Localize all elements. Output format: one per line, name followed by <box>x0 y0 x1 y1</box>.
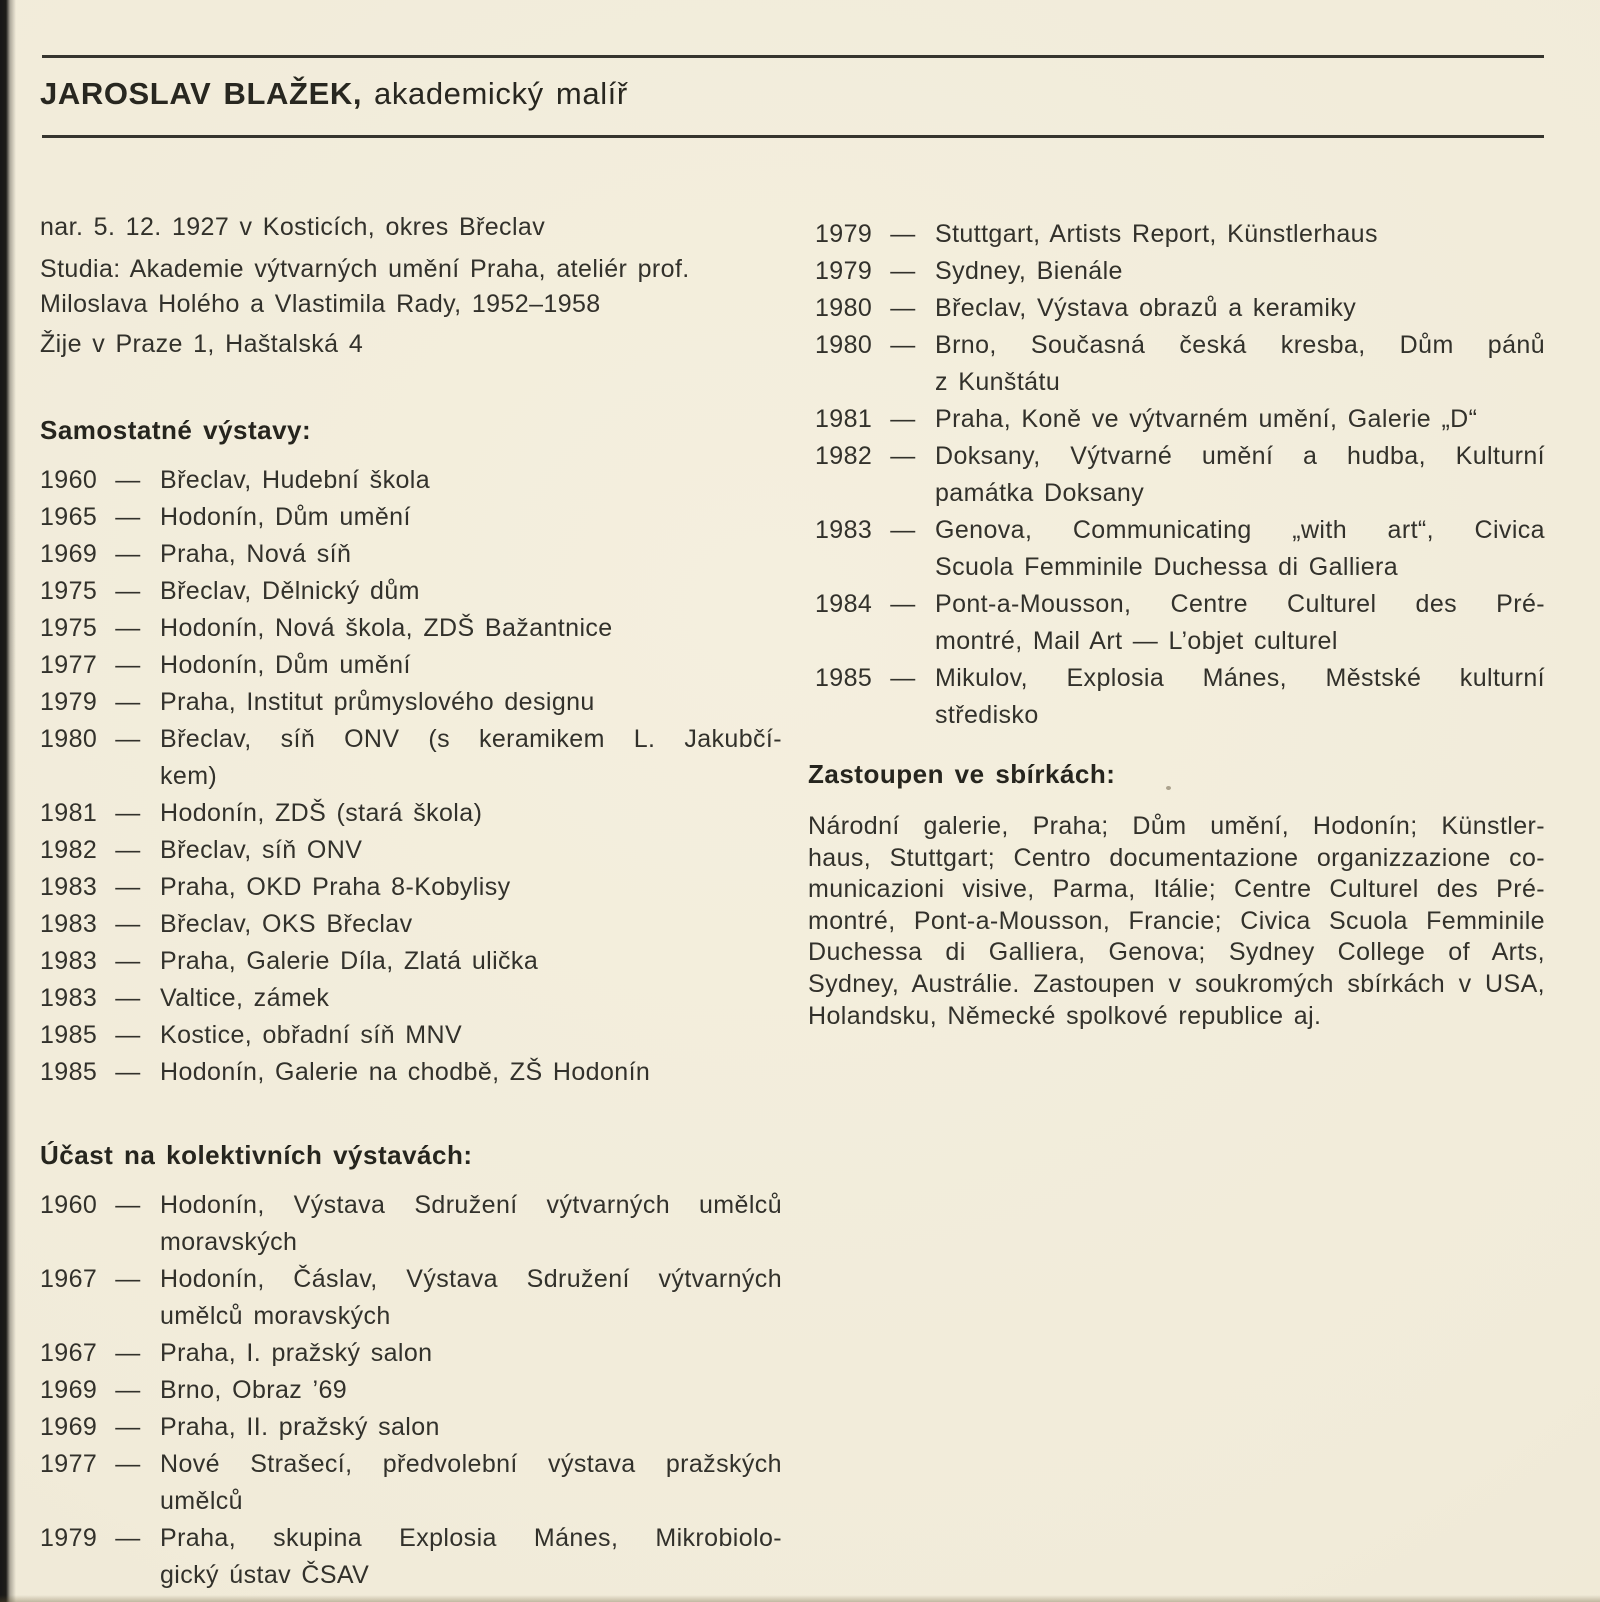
entry-text <box>160 610 782 647</box>
entry-line: Doksany, Výtvarné umění a hudba, Kulturní <box>935 442 1545 470</box>
header-rule <box>42 135 1544 138</box>
entry-year: 1960 <box>40 1191 98 1219</box>
entry-line: Praha, Galerie Díla, Zlatá ulička <box>160 947 539 975</box>
dash-separator: — <box>890 405 916 433</box>
entry-line: umělců <box>160 1487 243 1515</box>
entry-year: 1980 <box>40 725 98 753</box>
dash-separator: — <box>115 466 141 494</box>
entry-year: 1980 <box>815 331 873 359</box>
exhibition-entry <box>40 1409 782 1446</box>
entry-year: 1969 <box>40 1376 98 1404</box>
text-line: Duchessa di Galliera, Genova; Sydney College of Arts, <box>808 938 1545 967</box>
entry-line: středisko <box>935 701 1039 729</box>
exhibition-entry <box>815 586 1545 660</box>
entry-line: Břeclav, síň ONV <box>160 836 363 864</box>
dash-separator: — <box>115 688 141 716</box>
entry-year: 1967 <box>40 1339 98 1367</box>
dash-separator: — <box>115 1450 141 1478</box>
text-line: Sydney, Austrálie. Zastoupen v soukromých sbírkách v USA, <box>808 969 1545 998</box>
exhibition-entry <box>815 401 1545 438</box>
group-exhibitions-heading: Účast na kolektivních výstavách: <box>40 1140 473 1170</box>
entry-text <box>935 290 1545 327</box>
dash-separator: — <box>890 516 916 544</box>
entry-year: 1969 <box>40 540 98 568</box>
dash-separator: — <box>115 1021 141 1049</box>
entry-line: kem) <box>160 762 218 790</box>
entry-text <box>160 1520 782 1594</box>
entry-text <box>160 647 782 684</box>
entry-line: Mikulov, Explosia Mánes, Městské kulturní <box>935 664 1545 692</box>
top-rule <box>42 55 1544 58</box>
dash-separator: — <box>115 910 141 938</box>
dash-separator: — <box>115 1058 141 1086</box>
entry-line: Hodonín, Nová škola, ZDŠ Bažantnice <box>160 614 613 642</box>
entry-year: 1965 <box>40 503 98 531</box>
exhibition-entry <box>815 290 1545 327</box>
exhibition-entry <box>40 1261 782 1335</box>
entry-line: Genova, Communicating „with art“, Civica <box>935 516 1545 544</box>
dash-separator: — <box>115 540 141 568</box>
entry-text <box>160 1372 782 1409</box>
dash-separator: — <box>115 947 141 975</box>
exhibition-entry <box>40 906 782 943</box>
exhibition-entry <box>40 1017 782 1054</box>
dash-separator: — <box>115 1524 141 1552</box>
scan-edge-shadow <box>0 0 16 1602</box>
group-exhibitions-continued-list <box>815 216 1545 734</box>
entry-line: umělců moravských <box>160 1302 391 1330</box>
entry-year: 1982 <box>815 442 873 470</box>
exhibition-entry <box>40 573 782 610</box>
entry-line: Praha, OKD Praha 8-Kobylisy <box>160 873 511 901</box>
exhibition-entry <box>40 795 782 832</box>
entry-year: 1977 <box>40 1450 98 1478</box>
solo-exhibitions-list <box>40 462 782 1091</box>
entry-text <box>935 327 1545 401</box>
entry-line: Stuttgart, Artists Report, Künstlerhaus <box>935 220 1378 248</box>
exhibition-entry <box>815 438 1545 512</box>
entry-line: Kostice, obřadní síň MNV <box>160 1021 463 1049</box>
bio-section <box>40 209 785 363</box>
entry-line: gický ústav ČSAV <box>160 1561 370 1589</box>
entry-year: 1967 <box>40 1265 98 1293</box>
entry-line: Hodonín, Čáslav, Výstava Sdružení výtvarných <box>160 1265 782 1293</box>
bio-residence: Žije v Praze 1, Haštalská 4 <box>40 330 364 358</box>
entry-year: 1969 <box>40 1413 98 1441</box>
entry-year: 1977 <box>40 651 98 679</box>
dash-separator: — <box>115 577 141 605</box>
collections-heading: Zastoupen ve sbírkách: <box>808 759 1116 789</box>
entry-year: 1985 <box>40 1058 98 1086</box>
paper-speck <box>1166 786 1171 790</box>
collections-paragraph <box>808 811 1545 1032</box>
entry-text <box>160 1446 782 1520</box>
entry-year: 1960 <box>40 466 98 494</box>
dash-separator: — <box>115 651 141 679</box>
entry-year: 1983 <box>815 516 873 544</box>
exhibition-entry <box>40 980 782 1017</box>
entry-text <box>935 586 1545 660</box>
dash-separator: — <box>115 836 141 864</box>
entry-year: 1983 <box>40 873 98 901</box>
entry-year: 1975 <box>40 577 98 605</box>
exhibition-entry <box>815 660 1545 734</box>
entry-year: 1975 <box>40 614 98 642</box>
entry-text <box>160 980 782 1017</box>
exhibition-entry <box>815 512 1545 586</box>
entry-line: z Kunštátu <box>935 368 1061 396</box>
text-line: Národní galerie, Praha; Dům umění, Hodonín; Künstler- <box>808 812 1545 840</box>
entry-year: 1983 <box>40 984 98 1012</box>
entry-text <box>160 1054 782 1091</box>
exhibition-entry <box>40 832 782 869</box>
entry-year: 1981 <box>40 799 98 827</box>
entry-text <box>160 795 782 832</box>
entry-year: 1979 <box>815 257 873 285</box>
entry-year: 1985 <box>815 664 873 692</box>
exhibition-entry <box>40 536 782 573</box>
entry-line: Hodonín, ZDŠ (stará škola) <box>160 799 483 827</box>
entry-line: Brno, Současná česká kresba, Dům pánů <box>935 331 1545 359</box>
entry-line: Praha, Koně ve výtvarném umění, Galerie „D“ <box>935 405 1478 433</box>
dash-separator: — <box>890 220 916 248</box>
entry-line: památka Doksany <box>935 479 1145 507</box>
dash-separator: — <box>115 1265 141 1293</box>
entry-text <box>935 253 1545 290</box>
entry-line: Brno, Obraz ’69 <box>160 1376 348 1404</box>
entry-year: 1979 <box>815 220 873 248</box>
entry-line: Břeclav, OKS Břeclav <box>160 910 413 938</box>
entry-text <box>160 536 782 573</box>
entry-line: Praha, I. pražský salon <box>160 1339 433 1367</box>
entry-line: Pont-a-Mousson, Centre Culturel des Pré- <box>935 590 1545 618</box>
entry-line: Sydney, Bienále <box>935 257 1123 285</box>
entry-text <box>935 216 1545 253</box>
dash-separator: — <box>115 503 141 531</box>
entry-line: montré, Mail Art — L’objet culturel <box>935 627 1338 655</box>
dash-separator: — <box>890 294 916 322</box>
dash-separator: — <box>890 590 916 618</box>
entry-line: Scuola Femminile Duchessa di Galliera <box>935 553 1399 581</box>
dash-separator: — <box>115 799 141 827</box>
dash-separator: — <box>115 614 141 642</box>
text-line: municazioni visive, Parma, Itálie; Centre Culturel des Pré- <box>808 875 1545 904</box>
exhibition-entry <box>40 684 782 721</box>
entry-year: 1982 <box>40 836 98 864</box>
entry-year: 1980 <box>815 294 873 322</box>
solo-exhibitions-heading: Samostatné výstavy: <box>40 415 312 445</box>
entry-text <box>935 401 1545 438</box>
entry-text <box>160 721 782 795</box>
entry-text <box>160 943 782 980</box>
dash-separator: — <box>115 1413 141 1441</box>
entry-line: Hodonín, Dům umění <box>160 651 411 679</box>
entry-year: 1979 <box>40 1524 98 1552</box>
text-line: Holandsku, Německé spolkové republice aj. <box>808 1001 1322 1030</box>
entry-text <box>160 1017 782 1054</box>
dash-separator: — <box>115 1339 141 1367</box>
entry-line: Břeclav, síň ONV (s keramikem L. Jakubčí- <box>160 725 782 753</box>
entry-line: moravských <box>160 1228 298 1256</box>
entry-line: Hodonín, Výstava Sdružení výtvarných umělců <box>160 1191 782 1219</box>
exhibition-entry <box>40 1520 782 1594</box>
bio-studies <box>40 252 785 322</box>
dash-separator: — <box>890 442 916 470</box>
entry-line: Nové Strašecí, předvolební výstava pražských <box>160 1450 782 1478</box>
exhibition-entry <box>815 216 1545 253</box>
entry-line: Břeclav, Dělnický dům <box>160 577 420 605</box>
artist-profession: akademický malíř <box>374 76 628 111</box>
exhibition-entry <box>40 869 782 906</box>
dash-separator: — <box>115 984 141 1012</box>
entry-line: Hodonín, Dům umění <box>160 503 411 531</box>
entry-text <box>935 660 1545 734</box>
dash-separator: — <box>890 331 916 359</box>
text-line: Studia: Akademie výtvarných umění Praha, ateliér prof. <box>40 255 690 283</box>
exhibition-entry <box>40 943 782 980</box>
exhibition-entry <box>40 462 782 499</box>
exhibition-entry <box>40 1335 782 1372</box>
exhibition-entry <box>40 1372 782 1409</box>
entry-text <box>160 906 782 943</box>
entry-text <box>160 1187 782 1261</box>
scan-bottom-shadow <box>0 1595 1600 1602</box>
entry-line: Hodonín, Galerie na chodbě, ZŠ Hodonín <box>160 1058 651 1086</box>
entry-text <box>160 499 782 536</box>
dash-separator: — <box>115 1191 141 1219</box>
bio-born: nar. 5. 12. 1927 v Kosticích, okres Břeclav <box>40 213 546 241</box>
dash-separator: — <box>890 664 916 692</box>
entry-line: Břeclav, Výstava obrazů a keramiky <box>935 294 1357 322</box>
entry-line: Břeclav, Hudební škola <box>160 466 431 494</box>
entry-text <box>160 1335 782 1372</box>
dash-separator: — <box>115 725 141 753</box>
text-line: montré, Pont-a-Mousson, Francie; Civica Scuola Femminile <box>808 906 1545 935</box>
exhibition-entry <box>815 253 1545 290</box>
entry-line: Valtice, zámek <box>160 984 330 1012</box>
entry-text <box>160 869 782 906</box>
entry-text <box>160 1409 782 1446</box>
entry-text <box>160 1261 782 1335</box>
artist-name: JAROSLAV BLAŽEK, <box>40 76 363 111</box>
entry-year: 1979 <box>40 688 98 716</box>
entry-year: 1983 <box>40 947 98 975</box>
entry-year: 1981 <box>815 405 873 433</box>
exhibition-entry <box>40 610 782 647</box>
entry-line: Praha, Nová síň <box>160 540 352 568</box>
exhibition-entry <box>40 1446 782 1520</box>
entry-line: Praha, II. pražský salon <box>160 1413 440 1441</box>
entry-year: 1985 <box>40 1021 98 1049</box>
entry-text <box>160 462 782 499</box>
exhibition-entry <box>40 721 782 795</box>
exhibition-entry <box>815 327 1545 401</box>
group-exhibitions-list <box>40 1187 782 1594</box>
entry-year: 1983 <box>40 910 98 938</box>
entry-text <box>160 573 782 610</box>
page-header <box>40 74 628 114</box>
entry-text <box>935 438 1545 512</box>
entry-text <box>160 832 782 869</box>
exhibition-entry <box>40 1187 782 1261</box>
entry-line: Praha, Institut průmyslového designu <box>160 688 595 716</box>
dash-separator: — <box>890 257 916 285</box>
entry-line: Praha, skupina Explosia Mánes, Mikrobiolo- <box>160 1524 782 1552</box>
text-line: Miloslava Holého a Vlastimila Rady, 1952–1958 <box>40 290 601 318</box>
entry-year: 1984 <box>815 590 873 618</box>
exhibition-entry <box>40 1054 782 1091</box>
exhibition-entry <box>40 499 782 536</box>
dash-separator: — <box>115 1376 141 1404</box>
exhibition-entry <box>40 647 782 684</box>
entry-text <box>935 512 1545 586</box>
text-line: haus, Stuttgart; Centro documentazione organizzazione co- <box>808 843 1545 872</box>
entry-text <box>160 684 782 721</box>
dash-separator: — <box>115 873 141 901</box>
